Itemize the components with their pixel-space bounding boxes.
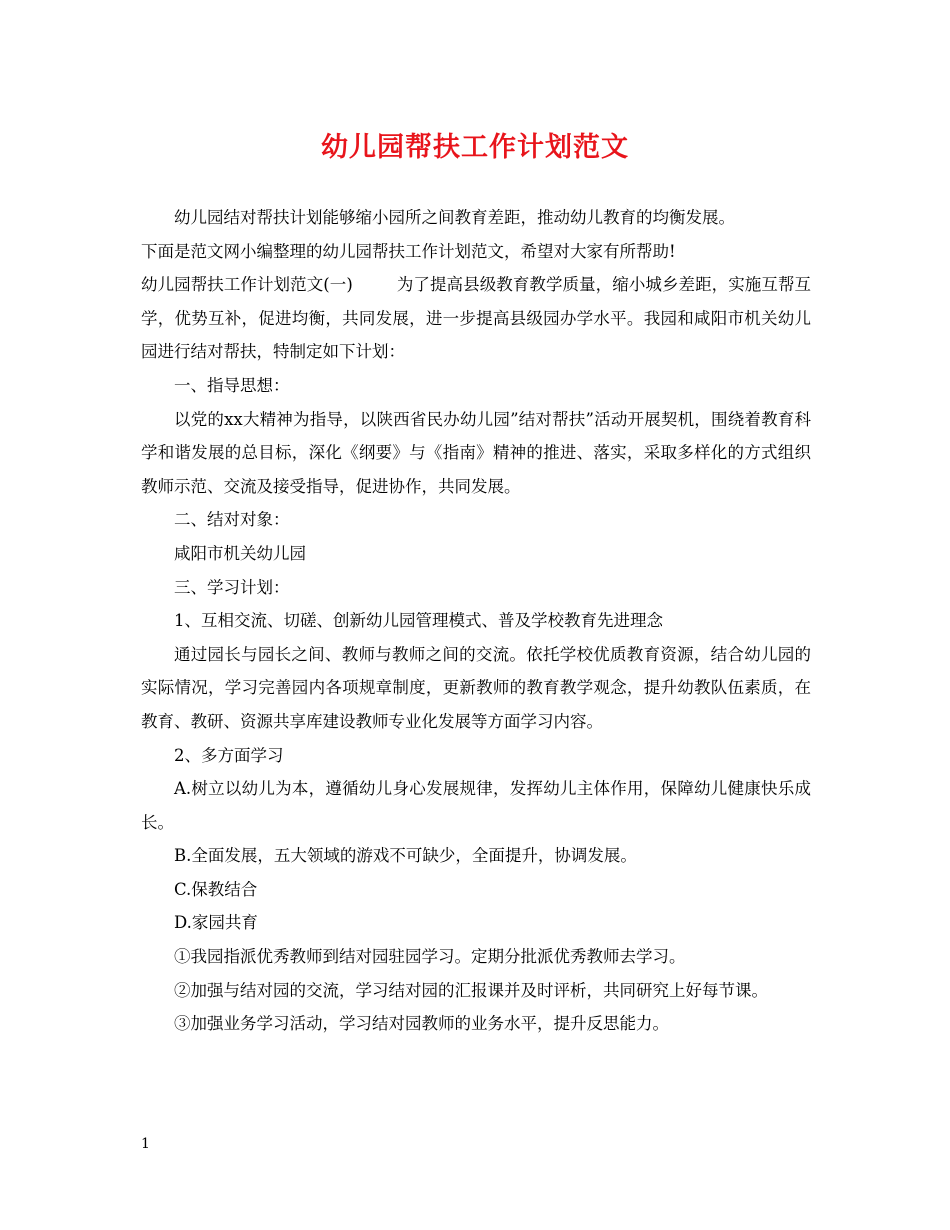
paragraph-intro-2: 下面是范文网小编整理的幼儿园帮扶工作计划范文，希望对大家有所帮助!: [141, 241, 676, 261]
paragraph-guiding-ideas: 以党的xx大精神为指导，以陕西省民办幼儿园”结对帮扶”活动开展契机，围绕着教育科学和谐发展的总目标，深化《纲要》与《指南》精神的推进、落实，采取多样化的方式组织教师示范、交流及接受指导，促进协作，共同发展。: [141, 409, 811, 496]
plan-one-heading: 幼儿园帮扶工作计划范文(一): [141, 275, 353, 295]
plan-one-text: 为了提高县级教育教学质量，缩小城乡差距，实施互帮互学，优势互补，促进均衡，共同发展，进一步提高县级园办学水平。我园和咸阳市机关幼儿园进行结对帮扶，特制定如下计划：: [141, 275, 812, 362]
list-item-circled-3: ③加强业务学习活动，学习结对园教师的业务水平，提升反思能力。: [174, 1014, 669, 1034]
list-item-circled-2: ②加强与结对园的交流，学习结对园的汇报课并及时评析，共同研究上好每节课。: [174, 980, 768, 1000]
list-item-1: 1、互相交流、切磋、创新幼儿园管理模式、普及学校教育先进理念: [174, 611, 663, 631]
list-item-circled-1: ①我园指派优秀教师到结对园驻园学习。定期分批派优秀教师去学习。: [174, 947, 686, 967]
list-item-a: A.树立以幼儿为本，遵循幼儿身心发展规律，发挥幼儿主体作用，保障幼儿健康快乐成长。: [141, 779, 811, 832]
list-item-2: 2、多方面学习: [174, 745, 284, 765]
page-number: 1: [141, 1136, 150, 1152]
list-item-d: D.家园共育: [174, 913, 258, 933]
section-heading-study-plan: 三、学习计划：: [174, 577, 290, 597]
paragraph-plan-one: [141, 268, 811, 369]
paragraph-intro-1: 幼儿园结对帮扶计划能够缩小园所之间教育差距，推动幼儿教育的均衡发展。: [174, 208, 735, 227]
list-item-b: B.全面发展，五大领域的游戏不可缺少，全面提升，协调发展。: [174, 846, 637, 866]
paragraph-partner: 咸阳市机关幼儿园: [174, 543, 306, 563]
document-title: 幼儿园帮扶工作计划范文: [321, 132, 629, 163]
list-item-c: C.保教结合: [174, 879, 258, 899]
section-heading-guiding-ideas: 一、指导思想：: [174, 375, 290, 395]
section-heading-partner: 二、结对对象：: [174, 510, 290, 530]
document-body: [141, 201, 811, 1041]
paragraph-exchange: 通过园长与园长之间、教师与教师之间的交流。依托学校优质教育资源，结合幼儿园的实际情况，学习完善园内各项规章制度，更新教师的教育教学观念，提升幼教队伍素质，在教育、教研、资源共享库建设教师专业化发展等方面学习内容。: [141, 644, 811, 731]
